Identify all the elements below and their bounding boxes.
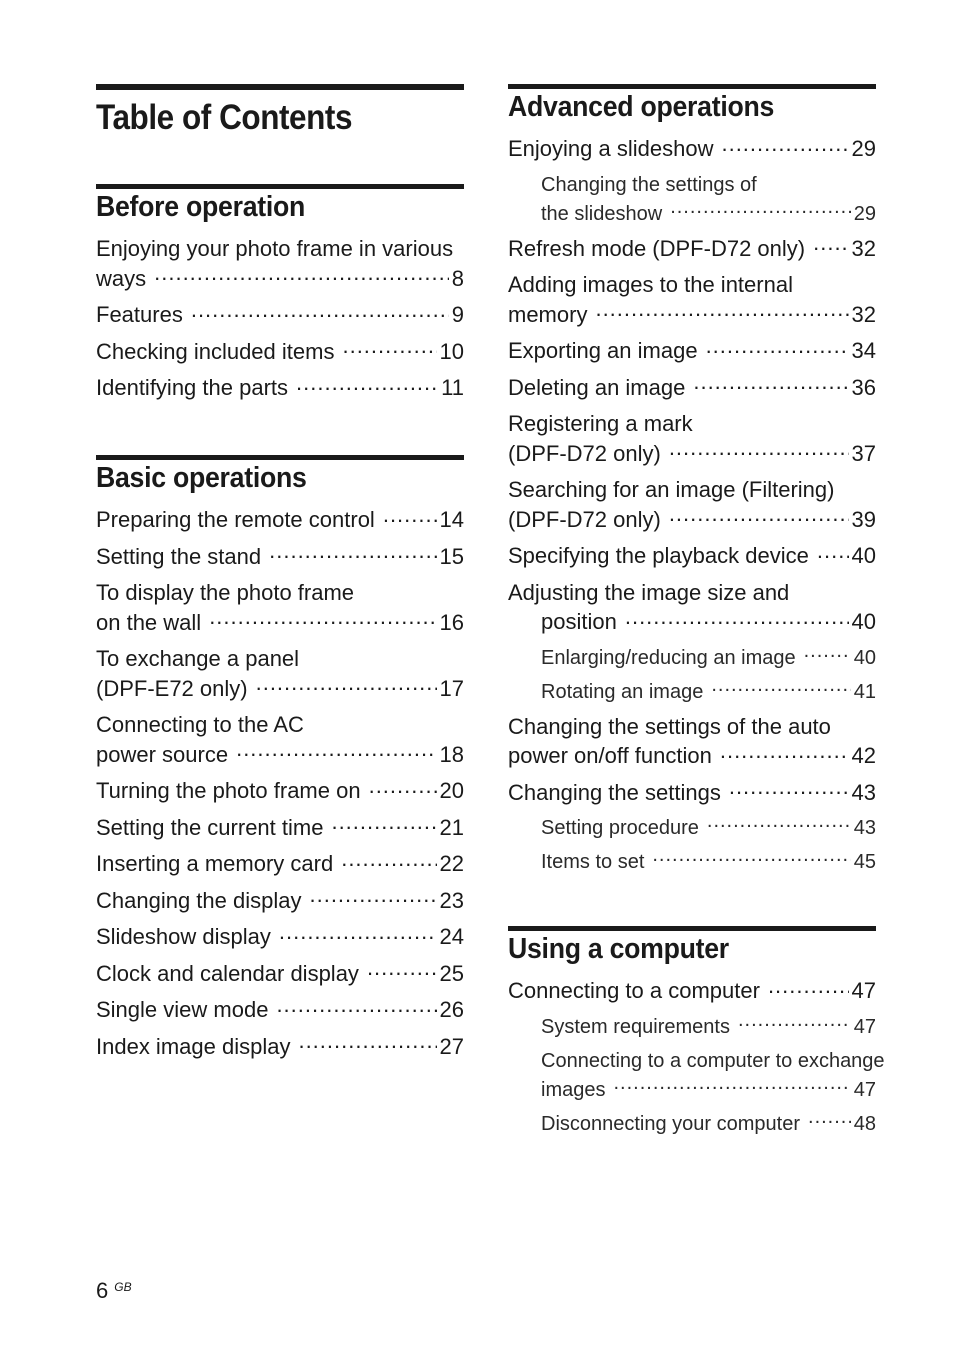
toc-entry-label: (DPF-E72 only) (96, 675, 248, 701)
section-rule (508, 926, 876, 931)
section-rule (96, 455, 464, 460)
toc-entry-line (541, 678, 876, 707)
toc-entry-line (541, 1076, 876, 1105)
toc-entry-label: Turning the photo frame on (96, 778, 361, 803)
dot-leader (693, 373, 848, 395)
page-number: 37 (851, 440, 876, 466)
toc-entry-line (96, 337, 464, 367)
toc-entry-label-line: Adjusting the image size and (508, 579, 790, 605)
toc-entry-label: power on/off function (508, 743, 712, 768)
toc-entry-label: Setting the current time (96, 814, 324, 840)
page-number: 11 (441, 375, 464, 400)
toc-entry-label: Index image display (96, 1033, 291, 1059)
page-number: 42 (851, 743, 876, 768)
dot-leader (738, 1013, 851, 1033)
toc-entry[interactable] (96, 578, 464, 637)
toc-entry-line (96, 995, 464, 1025)
toc-entry-label: Disconnecting your computer (541, 1112, 801, 1135)
toc-entry-label: Items to set (541, 851, 645, 873)
toc-entry-line (96, 373, 464, 403)
section-advanced-operations (508, 84, 876, 882)
dot-leader (613, 1076, 850, 1096)
section-heading: Basic operations (96, 462, 307, 494)
toc-entry[interactable] (508, 270, 876, 329)
toc-entry[interactable] (508, 134, 876, 164)
toc-entry-line (541, 644, 876, 673)
toc-entry-label: images (541, 1078, 606, 1101)
toc-entry-label: Connecting to a computer (508, 978, 760, 1003)
dot-leader (669, 439, 849, 461)
page-number: 23 (439, 887, 464, 913)
page-number: 10 (439, 338, 464, 364)
toc-entry-line (96, 886, 464, 916)
page-number: 25 (439, 960, 464, 986)
page-number: 18 (439, 741, 464, 767)
toc-entry-label-line: Changing the settings of the auto (508, 713, 831, 739)
section-heading: Advanced operations (508, 91, 775, 123)
page-number: 40 (853, 646, 876, 669)
toc-subentry[interactable] (508, 1047, 885, 1105)
dot-leader (309, 886, 436, 908)
toc-entry-label-line: Adding images to the internal (508, 272, 793, 297)
toc-entry-label: Setting procedure (541, 817, 699, 839)
dot-leader (707, 814, 851, 834)
toc-entry-line (96, 959, 464, 989)
toc-subentry[interactable] (508, 1013, 876, 1042)
toc-entry-label: Refresh mode (DPF-D72 only) (508, 235, 806, 261)
toc-entry-line (96, 674, 464, 704)
toc-entry[interactable] (96, 505, 464, 535)
dot-leader (296, 373, 438, 395)
toc-list (508, 976, 885, 1139)
toc-entry-line (508, 505, 876, 535)
toc-entry-label-line: Connecting to a computer to exchange (541, 1049, 885, 1072)
toc-entry-line (508, 541, 876, 571)
dot-leader (817, 541, 849, 563)
toc-entry-line (508, 336, 876, 366)
page-number: 47 (851, 978, 876, 1003)
page-number: 40 (851, 543, 876, 568)
toc-entry[interactable] (508, 475, 876, 534)
toc-entry-label: Changing the display (96, 887, 302, 913)
toc-list (96, 505, 464, 1061)
section-heading: Using a computer (508, 933, 729, 965)
toc-entry-line (541, 1013, 876, 1042)
dot-leader (256, 674, 437, 696)
page-number: 48 (853, 1112, 876, 1135)
toc-entry-label: Preparing the remote control (96, 507, 375, 532)
page-number: 27 (439, 1033, 464, 1059)
dot-leader (595, 300, 848, 322)
toc-entry-line (96, 542, 464, 572)
toc-entry-line (96, 300, 464, 330)
toc-entry-label: ways (96, 265, 147, 291)
toc-entry[interactable] (96, 644, 464, 703)
toc-entry-label: Clock and calendar display (96, 960, 359, 986)
page-number: 45 (853, 851, 876, 873)
dot-leader (729, 778, 849, 800)
toc-entry-line (508, 778, 876, 808)
page-number: 16 (439, 609, 464, 635)
page-number: 22 (439, 851, 464, 876)
dot-leader (720, 741, 849, 763)
toc-entry-label: Slideshow display (96, 924, 271, 949)
toc-entry-line (508, 976, 876, 1006)
toc-entry[interactable] (508, 778, 876, 808)
dot-leader (808, 1110, 851, 1130)
toc-entry-label: Single view mode (96, 997, 269, 1022)
toc-entry-line (96, 1032, 464, 1062)
toc-entry-line (96, 608, 464, 638)
toc-entry-label: Rotating an image (541, 680, 704, 703)
page-number: 39 (851, 506, 876, 532)
page-number: 15 (439, 543, 464, 569)
toc-entry-line (96, 813, 464, 843)
page-number: 21 (439, 814, 464, 840)
page-number: 14 (439, 507, 464, 532)
dot-leader (669, 505, 849, 527)
toc-entry-label: Exporting an image (508, 338, 698, 363)
toc-entry-label: memory (508, 301, 588, 327)
toc-entry-line (96, 264, 464, 294)
page-number: 29 (853, 202, 876, 225)
dot-leader (706, 336, 849, 358)
toc-subentry[interactable] (508, 1110, 876, 1139)
section-using-a-computer (508, 926, 885, 1144)
toc-entry-line (541, 200, 876, 229)
toc-entry-label: Enjoying a slideshow (508, 136, 714, 161)
section-rule (508, 84, 876, 89)
toc-entry-label: Checking included items (96, 338, 335, 364)
toc-entry[interactable] (508, 976, 876, 1006)
toc-entry[interactable] (508, 336, 876, 366)
page-footer (96, 1278, 132, 1304)
left-column (96, 84, 464, 1059)
toc-entry-label: Features (96, 302, 183, 327)
region-code: GB (114, 1280, 132, 1294)
section-basic-operations (96, 455, 464, 1068)
dot-leader (670, 200, 851, 220)
title-rule (96, 84, 464, 90)
section-rule (96, 184, 464, 189)
dot-leader (298, 1032, 436, 1054)
page-title: Table of Contents (96, 98, 353, 137)
page-number: 24 (439, 924, 464, 949)
toc-entry-line (508, 607, 876, 637)
toc-list (508, 134, 876, 877)
dot-leader (342, 337, 436, 359)
dot-leader (269, 542, 436, 564)
toc-entry-label: Specifying the playback device (508, 543, 809, 568)
page-number: 47 (853, 1015, 876, 1038)
toc-entry-label-line: Changing the settings of (541, 173, 757, 196)
dot-leader (804, 644, 851, 664)
toc-entry-line (508, 234, 876, 264)
toc-entry-line (96, 922, 464, 952)
section-before-operation (96, 184, 464, 410)
page-number: 17 (439, 675, 464, 701)
page-number: 29 (851, 136, 876, 161)
toc-entry[interactable] (96, 959, 464, 989)
toc-entry[interactable] (508, 712, 876, 771)
dot-leader (768, 976, 849, 998)
toc-entry-label-line: Connecting to the AC (96, 712, 304, 737)
toc-entry-line (508, 300, 876, 330)
toc-subentry[interactable] (508, 848, 876, 877)
page-number: 32 (851, 301, 876, 327)
page-number: 6 (96, 1278, 109, 1303)
page-number: 34 (851, 338, 876, 363)
toc-entry[interactable] (508, 409, 876, 468)
toc-entry[interactable] (96, 337, 464, 367)
toc-subentry[interactable] (508, 644, 876, 673)
page-number: 26 (439, 997, 464, 1022)
toc-entry-line (541, 1110, 876, 1139)
toc-entry-label: power source (96, 741, 229, 767)
toc-entry[interactable] (96, 373, 464, 403)
toc-subentry[interactable] (508, 171, 876, 229)
toc-entry-line (96, 505, 464, 535)
toc-entry-label: Changing the settings (508, 779, 721, 805)
toc-entry[interactable] (96, 542, 464, 572)
toc-entry[interactable] (508, 373, 876, 403)
toc-entry-label-line: Enjoying your photo frame in various (96, 236, 454, 261)
toc-entry-line (96, 776, 464, 806)
page-number: 40 (851, 609, 876, 634)
toc-entry[interactable] (96, 1032, 464, 1062)
toc-entry-line (508, 439, 876, 469)
section-heading: Before operation (96, 191, 306, 223)
page-number: 9 (451, 302, 464, 327)
toc-entry-label: position (541, 609, 617, 634)
toc-entry[interactable] (508, 234, 876, 264)
toc-entry[interactable] (96, 300, 464, 330)
toc-entry-label: on the wall (96, 609, 202, 635)
toc-entry-label: Inserting a memory card (96, 851, 334, 876)
dot-leader (625, 607, 849, 629)
dot-leader (209, 608, 436, 630)
page-number: 43 (851, 779, 876, 805)
dot-leader (813, 234, 848, 256)
toc-entry-line (508, 741, 876, 771)
toc-entry[interactable] (96, 886, 464, 916)
toc-entry-label: Identifying the parts (96, 375, 289, 400)
dot-leader (154, 264, 449, 286)
toc-entry[interactable] (96, 234, 464, 293)
dot-leader (236, 740, 436, 762)
toc-entry[interactable] (508, 578, 876, 637)
toc-entry-line (96, 740, 464, 770)
toc-entry-label-line: To display the photo frame (96, 580, 355, 605)
toc-entry[interactable] (508, 541, 876, 571)
toc-entry-line (508, 134, 876, 164)
dot-leader (367, 959, 437, 981)
dot-leader (369, 776, 437, 798)
toc-list (96, 234, 464, 403)
toc-entry-line (96, 849, 464, 879)
dot-leader (276, 995, 436, 1017)
dot-leader (279, 922, 437, 944)
toc-entry-label: (DPF-D72 only) (508, 506, 661, 532)
dot-leader (721, 134, 848, 156)
toc-entry-label: (DPF-D72 only) (508, 440, 661, 466)
page-number: 43 (853, 817, 876, 839)
toc-entry[interactable] (96, 776, 464, 806)
toc-entry-line (508, 373, 876, 403)
dot-leader (331, 813, 436, 835)
toc-subentry[interactable] (508, 814, 876, 843)
toc-subentry[interactable] (508, 678, 876, 707)
toc-entry[interactable] (96, 813, 464, 843)
page-number: 32 (851, 235, 876, 261)
toc-entry[interactable] (96, 710, 464, 769)
toc-entry-label: System requirements (541, 1015, 730, 1038)
toc-entry-label: Deleting an image (508, 374, 686, 400)
page-number: 8 (451, 265, 464, 291)
page-number: 36 (851, 374, 876, 400)
toc-entry-line (541, 814, 876, 843)
page-number: 20 (439, 778, 464, 803)
toc-entry-label-line: To exchange a panel (96, 646, 300, 671)
page-number: 47 (853, 1078, 876, 1101)
dot-leader (652, 848, 850, 868)
dot-leader (191, 300, 449, 322)
dot-leader (383, 505, 437, 527)
toc-entry[interactable] (96, 995, 464, 1025)
toc-entry[interactable] (96, 849, 464, 879)
dot-leader (711, 678, 850, 698)
toc-entry-label: Setting the stand (96, 543, 262, 569)
toc-entry-line (541, 848, 876, 877)
page-number: 41 (853, 680, 876, 703)
toc-entry[interactable] (96, 922, 464, 952)
dot-leader (341, 849, 436, 871)
toc-entry-label-line: Searching for an image (Filtering) (508, 477, 835, 502)
toc-entry-label: Enlarging/reducing an image (541, 646, 796, 669)
toc-entry-label: the slideshow (541, 202, 663, 225)
toc-entry-label-line: Registering a mark (508, 411, 693, 436)
